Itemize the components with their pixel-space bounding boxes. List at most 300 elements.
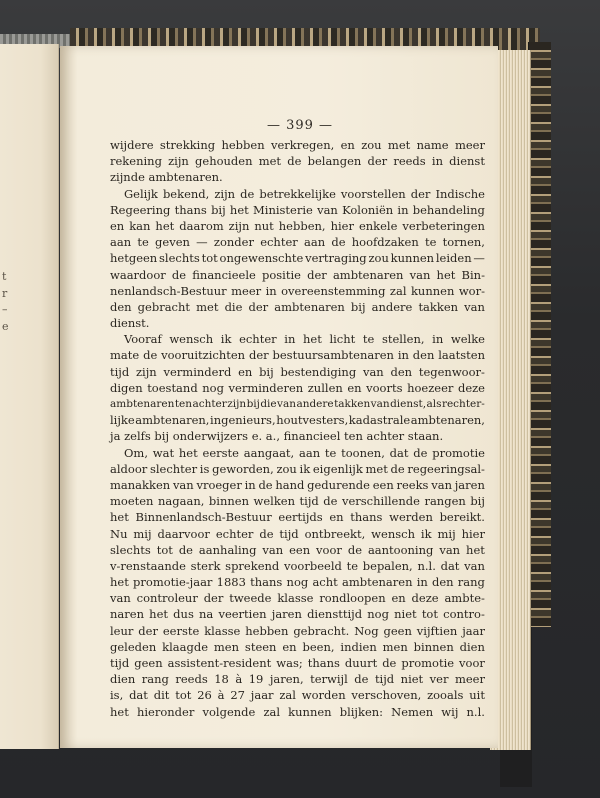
text-line [110, 639, 485, 655]
word: de [143, 348, 158, 363]
word: bekend, [162, 186, 210, 201]
word: bij [246, 398, 260, 410]
word: ik [220, 332, 232, 347]
word: ten [174, 398, 193, 410]
word: de [259, 526, 274, 541]
word: aan [299, 445, 321, 460]
word: andere [371, 299, 413, 314]
word: vroeger [196, 477, 242, 492]
word: men [382, 639, 408, 654]
word: meer [454, 672, 485, 687]
word: dienst [449, 154, 485, 169]
word: betrekkelijke [259, 186, 336, 201]
word: en [238, 364, 253, 379]
word: ontbreekt, [304, 526, 366, 541]
word: der [248, 299, 269, 314]
text-line [110, 590, 485, 606]
word: andere [296, 398, 334, 410]
word: rangen [424, 494, 466, 509]
left-page-fragment [0, 44, 59, 749]
word: Nog [354, 623, 379, 638]
word: niet [394, 607, 417, 622]
word: de [240, 186, 255, 201]
text-line [110, 153, 485, 169]
text-line [110, 380, 485, 396]
text-line-content: dienst. [110, 316, 150, 331]
word: en [110, 218, 125, 233]
word: zou [361, 138, 382, 152]
word: deze [411, 591, 439, 606]
word: jaren [454, 477, 485, 492]
word: de [347, 542, 362, 557]
word: daarom [179, 218, 224, 233]
word: aldoor [110, 461, 148, 476]
word: gehouden [195, 154, 253, 169]
word: thans [350, 510, 383, 525]
word: v-renstaande [110, 558, 186, 573]
left-page-mark: t [2, 270, 7, 283]
word: Nu [110, 526, 128, 541]
word: Ministerie [252, 202, 313, 217]
word: been, [302, 639, 335, 654]
word: zou [368, 251, 389, 266]
word: thans [307, 656, 340, 670]
word: ambte- [444, 591, 485, 606]
word: hoofdzaken [351, 235, 419, 250]
word: uit [469, 688, 485, 703]
word: mij [133, 526, 152, 541]
word: het [466, 542, 485, 557]
text-line-content: ja zelfs bij onderwijzers e. a., financieel ten achter staan. [110, 429, 444, 444]
word: voorstellen [340, 186, 406, 201]
word: strekking [159, 138, 216, 152]
word: tot [421, 607, 438, 622]
word: reeks [396, 477, 429, 492]
word: tijd [110, 656, 130, 670]
word: binnen [208, 494, 249, 509]
word: zijn [228, 218, 250, 233]
word: te [362, 332, 375, 347]
text-line [110, 364, 485, 380]
word: aangaat, [243, 445, 295, 460]
word: 27 [230, 688, 245, 703]
text-line [110, 250, 485, 266]
word: waardoor [110, 267, 166, 282]
word: belangen [307, 154, 362, 169]
text-line [110, 137, 485, 153]
word: in [432, 332, 444, 347]
word: mij [437, 526, 456, 541]
word: achter [192, 398, 227, 410]
word: verminderen [228, 380, 304, 395]
word: hebben [221, 138, 265, 152]
word: overeenstemming [281, 283, 386, 298]
word: zonder [213, 235, 254, 250]
word: gebracht [137, 299, 191, 314]
word: eigenlijk [312, 461, 363, 476]
word: laatsten [438, 348, 485, 363]
word: eerste [202, 445, 239, 460]
word: de [382, 656, 397, 670]
word: dien [110, 672, 136, 687]
word: met [196, 299, 219, 314]
word: van [110, 591, 131, 606]
word: ingenieurs, [210, 413, 276, 428]
text-line [110, 347, 485, 363]
word: te [346, 558, 359, 573]
word: hoezeer [407, 380, 454, 395]
word: de [178, 542, 193, 557]
word: bij [470, 494, 485, 509]
word: verminderd [163, 364, 232, 379]
word: name [416, 138, 449, 152]
word: aantooning [367, 542, 434, 557]
text-line [110, 509, 485, 525]
word: als [426, 398, 442, 410]
word: leur [110, 623, 134, 638]
word: ik [420, 526, 432, 541]
word: wij [441, 704, 459, 719]
word: in [244, 477, 256, 492]
word: zal [279, 688, 296, 703]
word: financieele [192, 267, 256, 282]
word: meer [231, 283, 262, 298]
word: gedurende [307, 477, 370, 492]
word: hier [330, 218, 354, 233]
word: regeeringsal- [407, 461, 485, 476]
word: wensch [169, 332, 214, 347]
word: welke [450, 332, 485, 347]
left-page-mark: r [2, 287, 8, 300]
word: moeten [110, 494, 154, 509]
word: dat [440, 558, 460, 573]
word: tweede [229, 591, 272, 606]
word: controleur [136, 591, 198, 606]
word: tornen, [442, 235, 485, 250]
word: toonen, [341, 445, 385, 460]
word: welken [253, 494, 296, 509]
word: zijn [227, 398, 247, 410]
word: ver [429, 672, 449, 687]
word: der [307, 267, 327, 282]
word: tot [201, 251, 218, 266]
word: het [110, 575, 129, 590]
word: niet [400, 672, 424, 687]
text-line [110, 299, 485, 315]
word: manakken [110, 477, 171, 492]
word: het [155, 218, 175, 233]
word: van [277, 398, 297, 410]
word: zal [263, 704, 281, 719]
word: van [431, 477, 452, 492]
word: 18 [214, 672, 229, 687]
word: acht [312, 575, 338, 590]
word: thans [174, 202, 207, 217]
word: voor [459, 656, 485, 670]
word: bij [350, 299, 366, 314]
word: de [413, 445, 428, 460]
word: mate [110, 348, 140, 363]
word: Indische [435, 186, 485, 201]
word: wensch [371, 526, 415, 541]
word: van [362, 364, 384, 379]
word: en [347, 380, 362, 395]
word: zijn [136, 364, 157, 379]
word: ambtenaren, [135, 413, 210, 428]
word: geworden, [212, 461, 274, 476]
word: houtvesters, [276, 413, 349, 428]
word: positie [261, 267, 301, 282]
word: die [260, 398, 277, 410]
word: in [416, 575, 428, 590]
word: echter [260, 235, 298, 250]
word: deze [457, 380, 485, 395]
word: in [284, 332, 296, 347]
word: à [217, 688, 225, 703]
word: promotie [432, 445, 485, 460]
word: kunnen [288, 704, 332, 719]
word: nagaan, [157, 494, 205, 509]
word: duurt [344, 656, 378, 670]
word: en [340, 138, 355, 152]
word: tegenwoor- [418, 364, 485, 379]
text-line [110, 445, 485, 461]
word: van [172, 477, 194, 492]
word: en [329, 510, 344, 525]
word: zullen [307, 380, 343, 395]
word: eerste [162, 623, 200, 638]
word: nenlandsch-Bestuur [110, 283, 227, 298]
word: te [137, 235, 149, 250]
word: sterk [190, 558, 221, 573]
word: sprekend [225, 558, 280, 573]
word: leiden [435, 251, 472, 266]
word: enkele [358, 218, 398, 233]
word: te [424, 235, 437, 250]
word: dit [153, 688, 170, 703]
word: geen [383, 623, 412, 638]
word: werden [389, 510, 433, 525]
word: reeds [393, 154, 426, 169]
word: kunnen [410, 283, 455, 298]
word: dien [459, 639, 485, 654]
word: klaagde [162, 639, 209, 654]
text-line-content: zijnde ambtenaren. [110, 170, 223, 185]
word: naren [110, 607, 144, 622]
word: geleden [110, 639, 157, 654]
word: jaar [250, 688, 274, 703]
word: indien [340, 639, 377, 654]
word: tijd [299, 494, 319, 509]
text-line [110, 412, 485, 428]
word: promotie-jaar [133, 575, 213, 590]
word: bij [259, 364, 274, 379]
word: slechter [149, 461, 198, 476]
word: het [178, 445, 198, 460]
word: worden [301, 688, 346, 703]
word: het [110, 704, 129, 719]
word: zijn [214, 186, 236, 201]
word: bestendiging [280, 364, 357, 379]
word: ambtenaren [341, 575, 413, 590]
word: nog [286, 575, 309, 590]
word: n.l. [466, 704, 485, 719]
word: den [110, 299, 132, 314]
word: toestand [147, 380, 198, 395]
word: Bin- [461, 267, 485, 282]
word: de [331, 235, 346, 250]
text-line [110, 704, 485, 720]
word: volgende [202, 704, 256, 719]
text-line [110, 655, 485, 671]
word: thans [250, 575, 283, 590]
word: zijn [168, 154, 189, 169]
word: licht [329, 332, 356, 347]
word: de [323, 494, 338, 509]
word: gebracht. [293, 623, 350, 638]
word: hebben, [278, 218, 326, 233]
word: binnen [413, 639, 454, 654]
word: van [439, 542, 461, 557]
word: den [412, 348, 435, 363]
word: van [262, 542, 284, 557]
word: tot [156, 542, 173, 557]
word: aanhaling [198, 542, 257, 557]
text-line [110, 542, 485, 558]
word: kan [129, 218, 151, 233]
word: stellen, [381, 332, 425, 347]
word: Om, [124, 445, 148, 460]
word: der [138, 623, 158, 638]
word: verschillende [341, 494, 420, 509]
word: verkregen, [270, 138, 335, 152]
word: digen [110, 380, 143, 395]
word: dat [389, 445, 409, 460]
word: dat [129, 688, 148, 703]
word: de [354, 672, 369, 687]
word: nog [202, 380, 224, 395]
word: men [213, 639, 240, 654]
word: ongewenschte [219, 251, 304, 266]
word: wor- [458, 283, 485, 298]
word: de [258, 477, 273, 492]
word: vooruitzichten [161, 348, 246, 363]
text-line [110, 267, 485, 283]
left-page-mark: – [2, 303, 8, 316]
word: klasse [277, 591, 314, 606]
text-line [110, 558, 485, 574]
word: en [282, 639, 297, 654]
word: promotie [401, 656, 455, 670]
word: is [199, 461, 210, 476]
word: bestuursambtenaren [272, 348, 394, 363]
word: Binnenlandsch-Bestuur [135, 510, 272, 525]
word: den [432, 575, 454, 590]
word: Nemen [391, 704, 434, 719]
word: jaar [462, 623, 485, 638]
word: tijd [110, 364, 130, 379]
word: van [317, 202, 338, 217]
word: verbeteringen [402, 218, 485, 233]
text-line [110, 606, 485, 622]
text-line [110, 315, 485, 331]
word: ambtenaren [274, 299, 345, 314]
word: is, [110, 688, 124, 703]
word: aan [304, 235, 326, 250]
word: blijken: [339, 704, 384, 719]
word: 19 [248, 672, 264, 687]
word: rekening [110, 154, 162, 169]
word: kadastrale [348, 413, 411, 428]
word: takken [334, 398, 371, 410]
word: behandeling [412, 202, 485, 217]
word: der [248, 348, 269, 363]
word: rang [457, 575, 485, 590]
text-line [110, 234, 485, 250]
word: meer [454, 138, 485, 152]
word: steen [244, 639, 277, 654]
word: ambtenaren [110, 398, 175, 410]
word: Regeering [110, 202, 171, 217]
word: Vooraf [124, 332, 162, 347]
text-line [110, 687, 485, 703]
page-number: — 399 — [266, 118, 334, 133]
word: daarvoor [157, 526, 210, 541]
word: voor [316, 542, 342, 557]
word: Gelijk [124, 186, 158, 201]
text-line [110, 493, 485, 509]
word: voorts [366, 380, 403, 395]
word: ambtenaren [332, 267, 404, 282]
word: en [391, 591, 406, 606]
word: Koloniën [342, 202, 394, 217]
word: het [229, 202, 249, 217]
text-line [110, 526, 485, 542]
word: terwijl [310, 672, 348, 687]
word: het [149, 607, 168, 622]
word: van [464, 558, 485, 573]
word: rondloopen [319, 591, 386, 606]
text-line [110, 574, 485, 590]
word: tijd [279, 526, 299, 541]
word: ambtenaren, [410, 413, 485, 428]
word: der [367, 154, 388, 169]
word: de [390, 461, 405, 476]
word: geven [155, 235, 190, 250]
word: bij [211, 202, 226, 217]
word: rang [141, 672, 169, 687]
word: slechts [159, 251, 200, 266]
word: het [436, 267, 456, 282]
word: eertijds [278, 510, 323, 525]
text-line [110, 477, 485, 493]
word: nut [254, 218, 274, 233]
word: van [370, 398, 390, 410]
word: voorbeeld [284, 558, 342, 573]
word: hieronder [136, 704, 195, 719]
word: zooals [427, 688, 464, 703]
word: lijke [110, 413, 135, 428]
word: van [464, 299, 485, 314]
word: in [431, 154, 443, 169]
body-text [110, 137, 485, 720]
word: in [397, 202, 409, 217]
word: bereikt. [439, 510, 485, 525]
word: à [235, 672, 243, 687]
text-line [110, 331, 485, 347]
word: met [365, 461, 388, 476]
word: vijftien [416, 623, 458, 638]
